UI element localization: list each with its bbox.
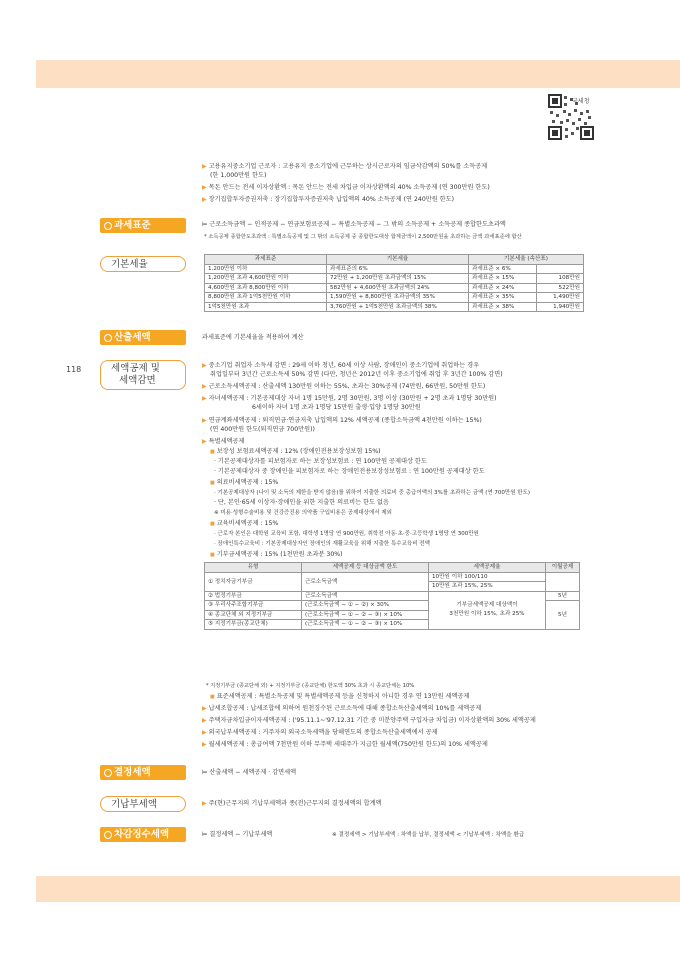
final-tax-text: ⊨ 산출세액 − 세액공제 · 감면세액 — [202, 769, 297, 776]
square-bullet-icon: ■ — [210, 480, 215, 486]
credit-item-3: ▶ 자녀세액공제 : 기본공제대상 자녀 1명 15만원, 2명 30만원, 3명 이상 (30만원 + 2명 초과 1명당 30만원) — [202, 395, 497, 402]
table-row: 1억5천만원 초과 3,760만원 + 1억5천만원 초과금액의 38% 과세표준 × 38% 1,940만원 — [205, 302, 584, 312]
special-item-4: ■ 의료비세액공제 : 15% — [210, 479, 279, 486]
credit-item-1-cont: 취업일부터 3년간 근로소득세 50% 감면 (다만, 청년은 2012년 이후 중소기업에 취업 후 3년간 100% 감면) — [210, 371, 503, 378]
triangle-bullet-icon: ▶ — [202, 395, 207, 402]
qr-label: 국세청 — [572, 98, 590, 105]
table-header: 세액공제 등 대상금액 한도 — [302, 563, 429, 573]
section-final-tax: 결정세액 — [100, 765, 186, 780]
table-row: 1,200만원 초과 4,600만원 이하 72만원 + 1,200만원 초과금액의 15% 과세표준 × 15% 108만원 — [205, 274, 584, 284]
intro-bullet-2: ▶ 목돈 안드는 전세 이자상환액 : 목돈 안드는 전세 차입금 이자상환액의 40% 소득공제 (연 300만원 한도) — [202, 184, 490, 191]
table-row: 8,800만원 초과 1억5천만원 이하 1,590만원 + 8,800만원 초과금액의 35% 과세표준 × 35% 1,490만원 — [205, 293, 584, 303]
table-header: 유형 — [205, 563, 302, 573]
triangle-bullet-icon: ▶ — [202, 184, 207, 191]
table-row: ③ 우리사주조합기부금 (근로소득금액 − ① − ②) × 30% 5년 — [205, 601, 580, 611]
credit2-item-1: ■ 표준세액공제 : 특별소득공제 및 특별세액공제 등을 신청하지 아니한 경우 연 13만원 세액공제 — [210, 693, 470, 700]
credit-item-2: ▶ 근로소득세액공제 : 산출세액 130만원 이하는 55%, 초과는 30%공제 (74만원, 66만원, 50만원 한도) — [202, 383, 486, 390]
intro-bullet-1-cont: (한 1,000만원 한도) — [210, 172, 267, 179]
tax-base-note: * 소득공제 종합한도초과액 : 특별소득공제 및 그 밖의 소득공제 중 종합한도대상 합계금액이 2,500만원을 초과하는 금액 과세표준에 합산 — [204, 234, 522, 240]
table-row: 10만원 초과 15%, 25% — [205, 582, 580, 592]
page-number: 118 — [66, 365, 82, 374]
section-calc-tax: 산출세액 — [100, 330, 186, 345]
prepaid-text: ▶ 주(현)근무지의 기납부세액과 종(전)근무지의 결정세액의 합계액 — [202, 800, 382, 807]
donation-table — [204, 562, 580, 630]
credit-item-5: ▶ 특별세액공제 — [202, 438, 245, 445]
special-item-10: · 장애인특수교육비 : 기본공제대상자인 장애인의 재활교육을 위해 지출한 특수교육비 전액 — [214, 541, 430, 547]
special-item-11: ■ 기부금세액공제 : 15% (1천만원 초과분 30%) — [210, 551, 343, 558]
triangle-bullet-icon: ▶ — [202, 383, 207, 390]
square-bullet-icon: ■ — [210, 449, 215, 455]
table-row: ④ 종교단체 외 지정기부금 (근로소득금액 − ① − ② − ③) × 10% — [205, 610, 580, 620]
credit-item-4-cont: (연 400만원 한도(퇴직연금 700만원)) — [210, 426, 315, 433]
intro-bullet-3: ▶ 장기집합투자증권저축 : 장기집합투자증권저축 납입액의 40% 소득공제 (연 240만원 한도) — [202, 196, 455, 203]
equals-icon: ⊨ — [202, 831, 210, 838]
basic-rate-table — [204, 254, 584, 312]
diff-tax-note: ※ 결정세액 > 기납부세액 : 차액을 납부, 결정세액 < 기납부세액 : 차액을 환급 — [332, 832, 525, 838]
diff-tax-text: ⊨ 결정세액 − 기납부세액 — [202, 831, 273, 838]
credit2-item-3: ▶ 주택자금차입금이자세액공제 : ('95.11.1~'97.12.31 기간 중 미분양주택 구입자금 차입금) 이자상환액의 30% 세액공제 — [202, 717, 536, 724]
credit2-item-2: ▶ 납세조합공제 : 납세조합에 의하여 원천징수된 근로소득에 대해 종합소득산출세액의 10%를 세액공제 — [202, 705, 482, 712]
top-band — [36, 60, 680, 88]
donation-table-note: * 지정기부금 (종교단체 외) + 지정기부금 (종교단체) 한도액 30% 초과 시 종교단체는 10% — [206, 683, 415, 689]
table-header: 기본세율 (속산표) — [469, 255, 584, 265]
table-row: ⑤ 지정기부금(종교단체) (근로소득금액 − ① − ② − ③) × 10% — [205, 620, 580, 630]
table-row: ① 정치자금기부금 근로소득금액 10만원 이하 100/110 — [205, 572, 580, 582]
square-bullet-icon: ■ — [210, 552, 215, 558]
special-item-7: ※ 미용·성형수술비용 및 건강증진용 의약품 구입비용은 공제대상에서 제외 — [214, 510, 392, 516]
special-item-2: · 기본공제대상자를 피보험자로 하는 보장성보험료 : 연 100만원 공제대상 한도 — [214, 458, 427, 465]
credit2-item-4: ▶ 외국납부세액공제 : 거주자의 외국소득세액을 당해연도의 종합소득산출세액에서 공제 — [202, 729, 438, 736]
bottom-band — [36, 876, 680, 902]
table-header: 과세표준 — [205, 255, 327, 265]
square-bullet-icon: ■ — [210, 521, 215, 527]
special-item-8: ■ 교육비세액공제 : 15% — [210, 520, 279, 527]
equals-icon: ⊨ — [202, 769, 210, 776]
square-bullet-icon: ■ — [210, 694, 215, 700]
triangle-bullet-icon: ▶ — [202, 417, 207, 424]
triangle-bullet-icon: ▶ — [202, 362, 207, 369]
triangle-bullet-icon: ▶ — [202, 729, 207, 736]
subsection-prepaid: 기납부세액 — [100, 796, 186, 812]
table-row: 1,200만원 이하 과세표준의 6% 과세표준 × 6% — [205, 264, 584, 274]
credit-item-4: ▶ 연금계좌세액공제 : 퇴직연금·연금저축 납입액의 12% 세액공제 (종합소득금액 4천만원 이하는 15%) — [202, 417, 482, 424]
credit2-item-5: ▶ 월세세액공제 : 총급여액 7천만원 이하 무주택 세대주가 지급한 월세액(750만원 한도)의 10% 세액공제 — [202, 741, 488, 748]
triangle-bullet-icon: ▶ — [202, 705, 207, 712]
equals-icon: ⊨ — [202, 221, 210, 228]
special-item-5: · 기본공제대상자 (나이 및 소득의 제한을 받지 않음)를 위하여 지출한 의료비 중 총급여액의 3%를 초과하는 금액 (연 700만원 한도) — [214, 490, 531, 496]
credit-label-line2: 세액감면 — [119, 375, 156, 386]
triangle-bullet-icon: ▶ — [202, 741, 207, 748]
section-diff-tax: 차감징수세액 — [100, 827, 186, 842]
triangle-bullet-icon: ▶ — [202, 438, 207, 445]
subsection-credit — [100, 360, 186, 390]
triangle-bullet-icon: ▶ — [202, 163, 207, 170]
table-row: ② 법정기부금 근로소득금액 기부금세액공제 대상액이 3천만원 이하 15%, 초과 25% 5년 — [205, 591, 580, 601]
credit-label-line1: 세액공제 및 — [111, 363, 160, 374]
special-item-6: · 단, 본인·65세 이상자·장애인을 위한 지출한 의료비는 한도 없음 — [214, 499, 389, 506]
special-item-3: · 기본공제대상자 중 장애인을 피보험자로 하는 장애인전용보장성보험료 : 연 100만원 공제대상 한도 — [214, 468, 485, 475]
credit-item-1: ▶ 중소기업 취업자 소득세 감면 : 29세 이하 청년, 60세 이상 사람, 장애인이 중소기업에 취업하는 경우 — [202, 362, 480, 369]
special-item-9: · 근로자 본인은 대학원 교육비 포함, 대학생 1명당 연 900만원, 취학전 아동·초·중·고등학생 1명당 연 300만원 — [214, 531, 479, 537]
subsection-basic-rate: 기본세율 — [100, 256, 186, 272]
calc-tax-text: 과세표준에 기본세율을 적용하여 계산 — [202, 334, 304, 341]
table-header: 이월공제 — [546, 563, 580, 573]
table-header: 기본세율 — [327, 255, 469, 265]
intro-bullet-1: ▶ 고용유지중소기업 근로자 : 고용유지 중소기업에 근무하는 상시근로자의 임금삭감액의 50%를 소득공제 — [202, 163, 488, 170]
triangle-bullet-icon: ▶ — [202, 800, 207, 807]
tax-base-formula: ⊨ 근로소득금액 − 인적공제 − 연금보험료공제 − 특별소득공제 − 그 밖의 소득공제 + 소득공제 종합한도초과액 — [202, 221, 506, 228]
table-header: 세액공제율 — [429, 563, 546, 573]
triangle-bullet-icon: ▶ — [202, 196, 207, 203]
table-row: 4,600만원 초과 8,800만원 이하 582만원 + 4,600만원 초과금액의 24% 과세표준 × 24% 522만원 — [205, 283, 584, 293]
special-item-1: ■ 보장성 보험료세액공제 : 12% (장애인전용보장성보험 15%) — [210, 448, 381, 455]
triangle-bullet-icon: ▶ — [202, 717, 207, 724]
section-tax-base: 과세표준 — [100, 218, 186, 233]
credit-item-3-cont: 6세이하 자녀 1명 초과 1명당 15만원 출생·입양 1명당 30만원 — [252, 404, 421, 411]
